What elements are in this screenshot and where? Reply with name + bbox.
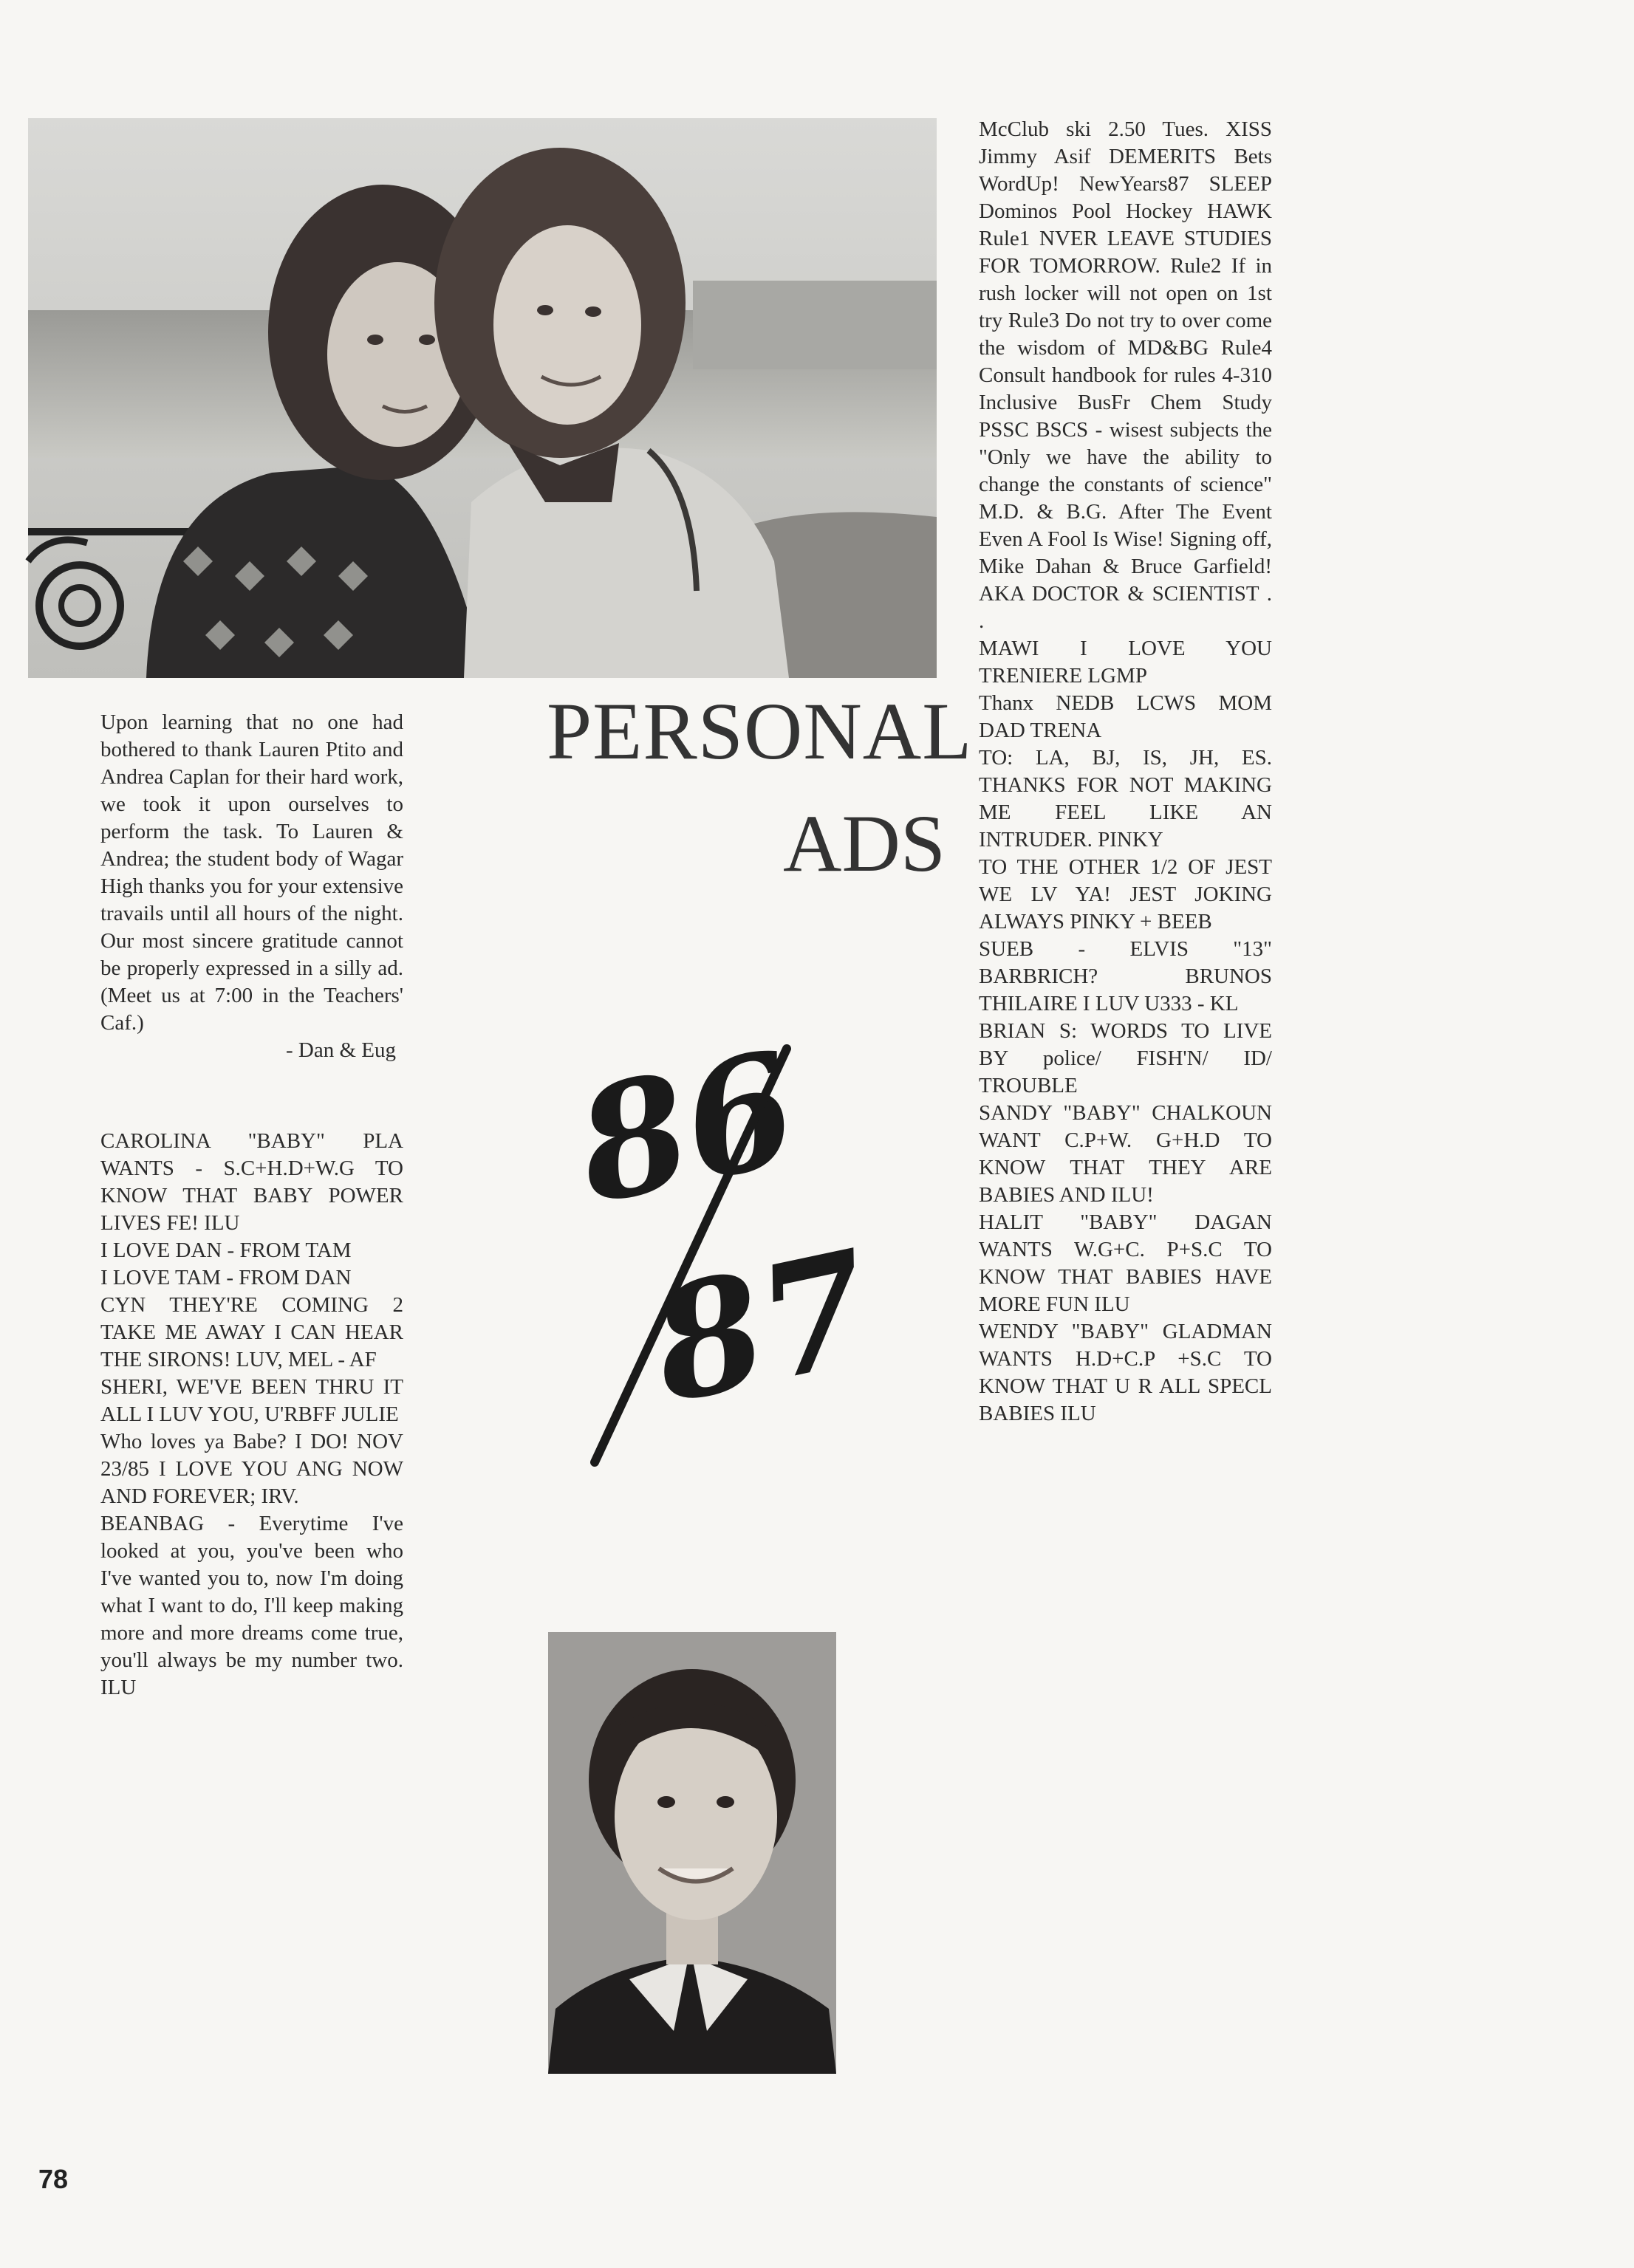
photo-two-girls	[28, 118, 937, 678]
year-top: 86	[561, 1015, 811, 1240]
personal-ad: SANDY "BABY" CHALKOUN WANT C.P+W. G+H.D TO KNOW THAT THEY ARE BABIES AND ILU!	[979, 1101, 1272, 1207]
personal-ad: BEANBAG - Everytime I've looked at you, you've been who I've wanted you to, now I'm doing what I want to do, I'll keep making more and more dreams come true, you'll always be my number two. ILU	[100, 1512, 403, 1699]
year-bottom: 87	[637, 1215, 887, 1439]
personal-ad: MAWI I LOVE YOU TRENIERE LGMP	[979, 637, 1272, 688]
personal-ad: I LOVE TAM - FROM DAN	[100, 1266, 352, 1289]
page-heading-line2: ADS	[783, 798, 946, 888]
thanks-ad: Upon learning that no one had bothered to thank Lauren Ptito and Andrea Caplan for their hard work, we took it upon ourselves to perform the task. To Lauren & Andrea; the student body of Wagar High thanks you for your extensive travails until all hours of the night. Our most sincere gratitude cannot be properly expressed in a silly ad. (Meet us at 7:00 in the Teachers' Caf.)	[100, 710, 403, 1035]
right-column	[979, 116, 1272, 1428]
personal-ad: CAROLINA "BABY" PLA WANTS - S.C+H.D+W.G TO KNOW THAT BABY POWER LIVES FE! ILU	[100, 1129, 403, 1235]
personal-ad: I LOVE DAN - FROM TAM	[100, 1239, 352, 1262]
personal-ad: TO THE OTHER 1/2 OF JEST WE LV YA! JEST JOKING ALWAYS PINKY + BEEB	[979, 855, 1272, 933]
personal-ad: McClub ski 2.50 Tues. XISS Jimmy Asif DEMERITS Bets WordUp! NewYears87 SLEEP Dominos Pool Hockey HAWK Rule1 NVER LEAVE STUDIES FOR TOMORROW. Rule2 If in rush locker will not open on 1st try Rule3 Do not try to over come the wisdom of MD&BG Rule4 Consult handbook for rules 4-310 Inclusive BusFr Chem Study PSSC BSCS - wisest subjects the "Only we have the ability to change the constants of science" M.D. & B.G. After The Event Even A Fool Is Wise! Signing off, Mike Dahan & Bruce Garfield! AKA DOCTOR & SCIENTIST . .	[979, 117, 1272, 633]
page-heading-line1: PERSONAL	[547, 686, 973, 776]
personal-ad: WENDY "BABY" GLADMAN WANTS H.D+C.P +S.C TO KNOW THAT U R ALL SPECL BABIES ILU	[979, 1320, 1272, 1425]
personal-ad: CYN THEY'RE COMING 2 TAKE ME AWAY I CAN HEAR THE SIRONS! LUV, MEL - AF	[100, 1293, 403, 1371]
personal-ad: Who loves ya Babe? I DO! NOV 23/85 I LOVE YOU ANG NOW AND FOREVER; IRV.	[100, 1430, 403, 1508]
personal-ad: Thanx NEDB LCWS MOM DAD TRENA	[979, 691, 1272, 742]
photo-boy-portrait	[548, 1632, 836, 2074]
page-number: 78	[38, 2164, 69, 2194]
personal-ad: TO: LA, BJ, IS, JH, ES. THANKS FOR NOT MAKING ME FEEL LIKE AN INTRUDER. PINKY	[979, 746, 1272, 852]
personal-ad: BRIAN S: WORDS TO LIVE BY police/ FISH'N/ ID/ TROUBLE	[979, 1019, 1272, 1097]
left-column	[100, 709, 403, 1702]
personal-ad: SUEB - ELVIS "13" BARBRICH? BRUNOS THILAIRE I LUV U333 - KL	[979, 937, 1272, 1015]
handwritten-year	[561, 1004, 887, 1484]
personal-ad: SHERI, WE'VE BEEN THRU IT ALL I LUV YOU, U'RBFF JULIE	[100, 1375, 403, 1426]
personal-ad: HALIT "BABY" DAGAN WANTS W.G+C. P+S.C TO KNOW THAT BABIES HAVE MORE FUN ILU	[979, 1210, 1272, 1316]
thanks-signature: - Dan & Eug	[286, 1038, 396, 1062]
